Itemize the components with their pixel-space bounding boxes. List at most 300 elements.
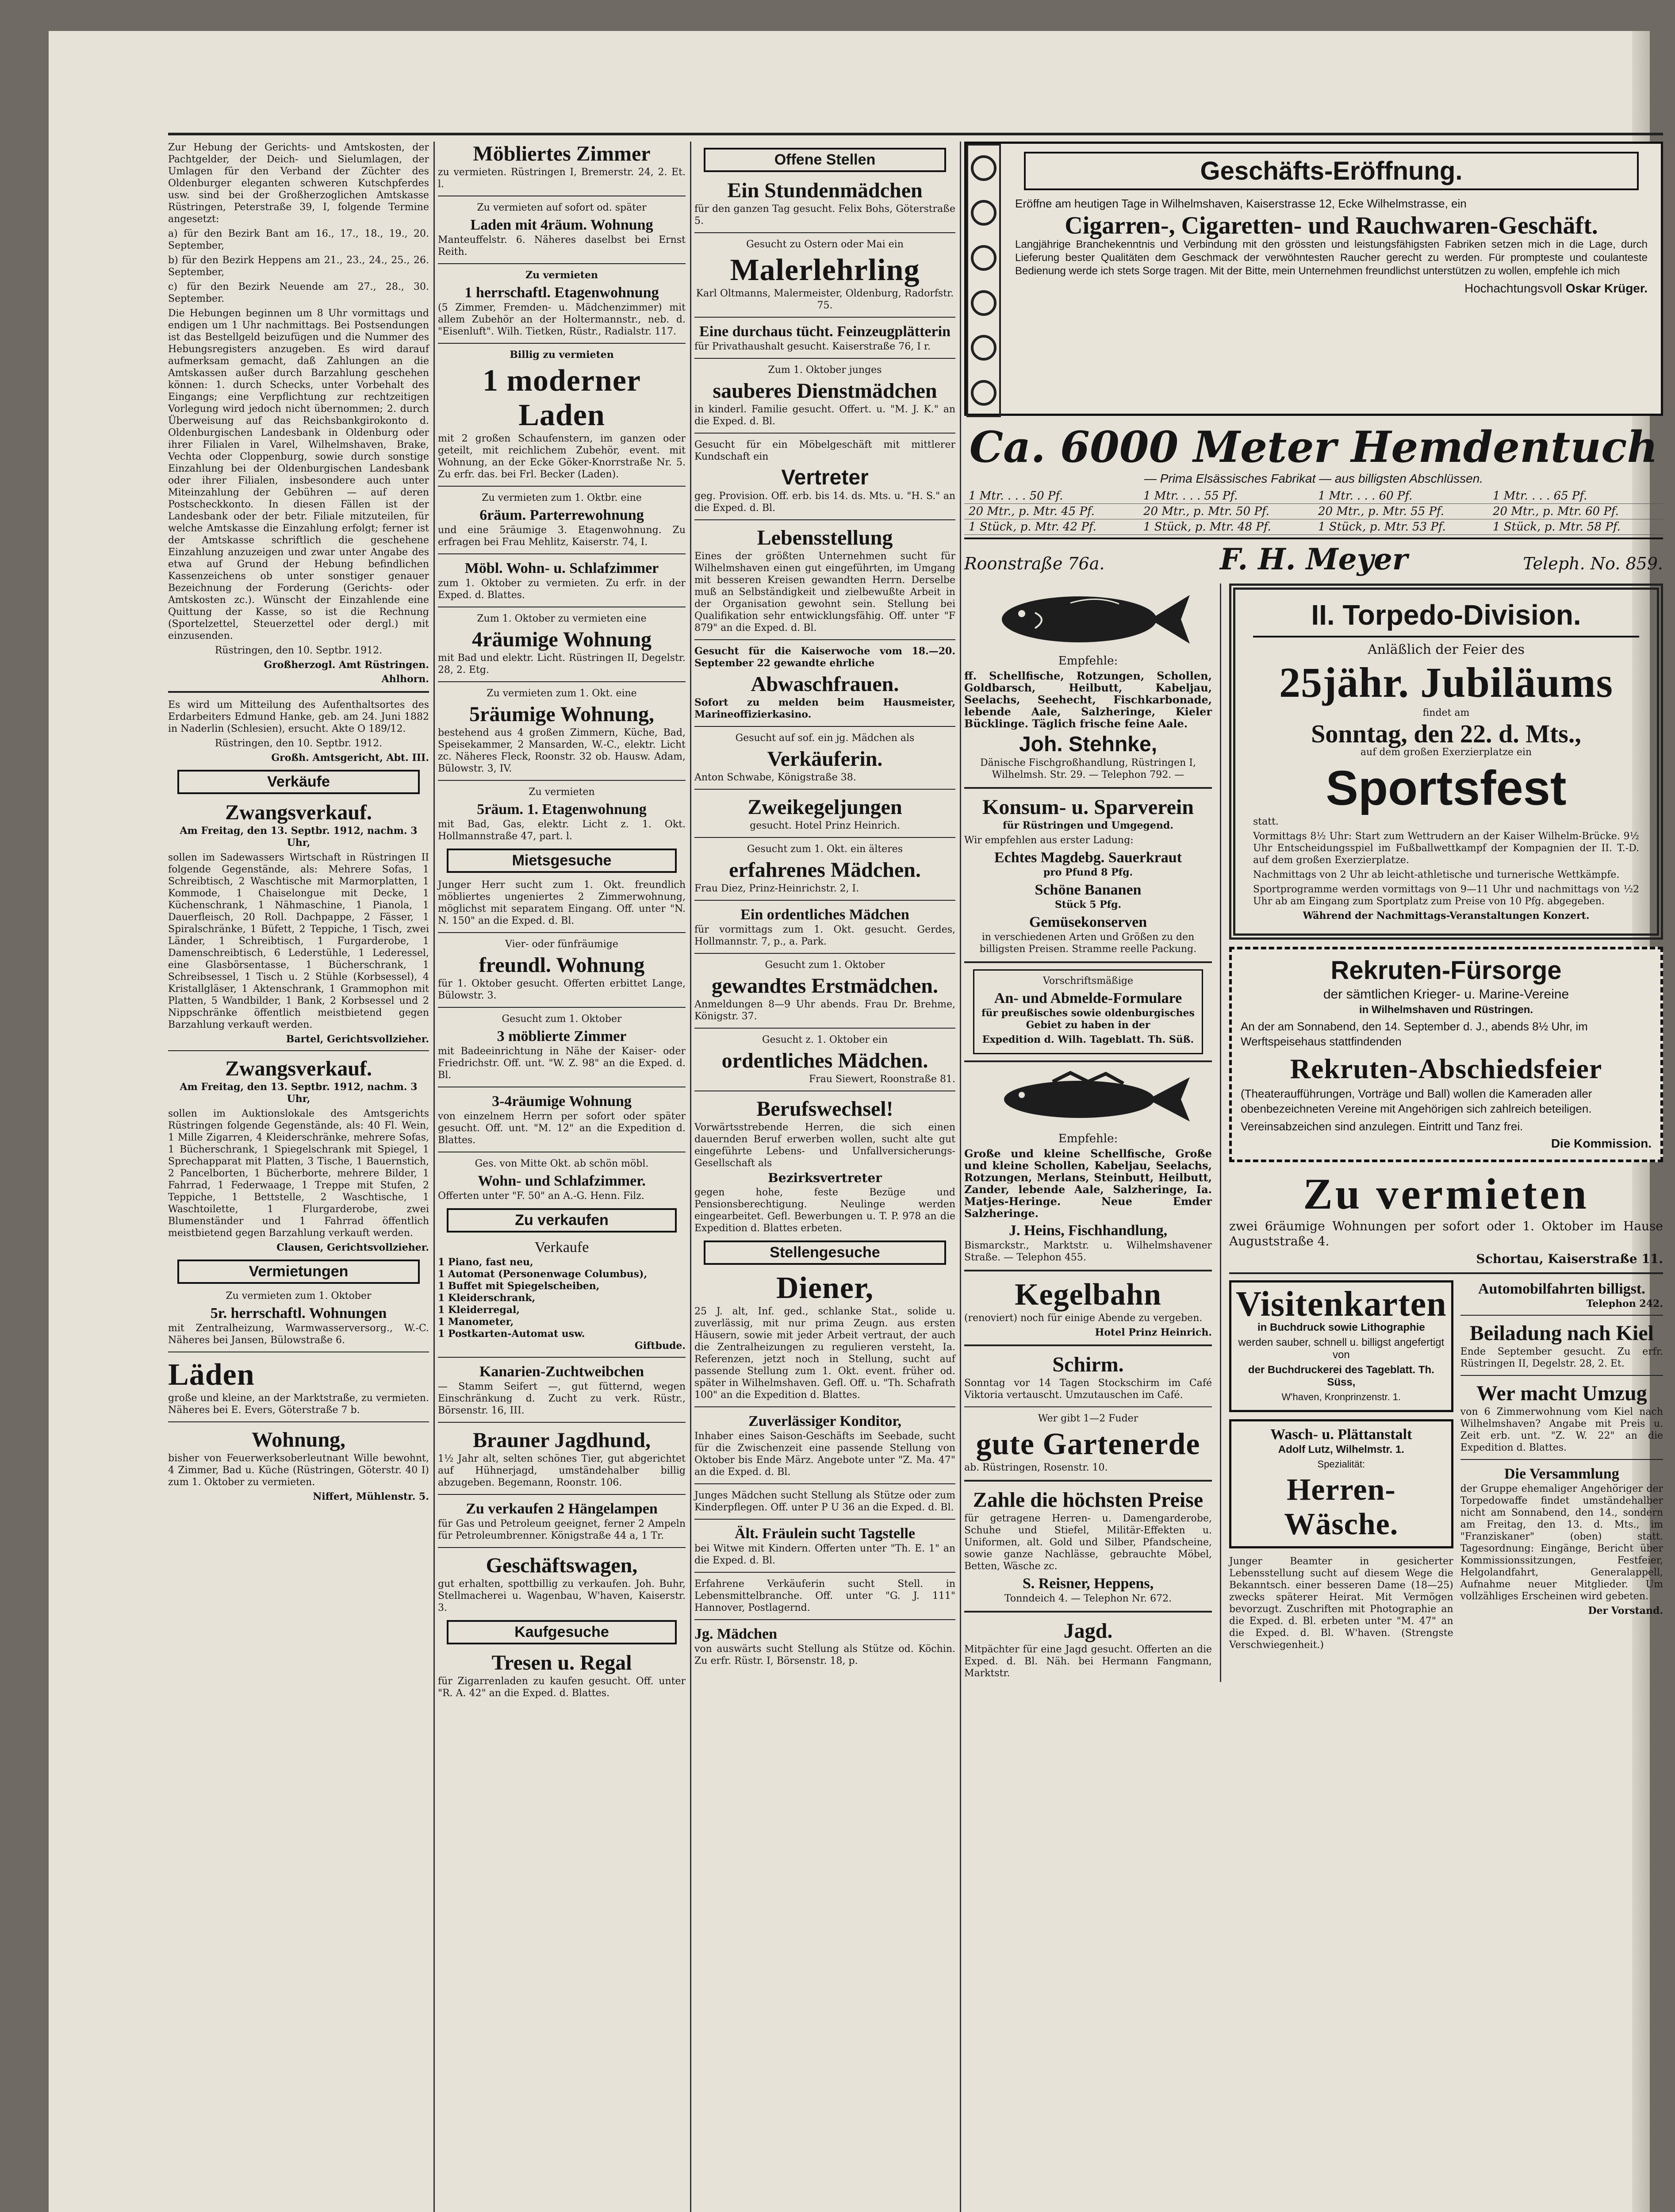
divider — [438, 1422, 686, 1423]
divider — [438, 1007, 686, 1008]
divider — [438, 1494, 686, 1495]
recruits-body-3: Vereinsabzeichen sind anzulegen. Eintritt und Tanz frei. — [1241, 1120, 1523, 1133]
divider — [168, 691, 429, 693]
divider — [964, 1611, 1212, 1613]
job-1-body: für den ganzen Tag gesucht. Felix Bohs, Göterstraße 5. — [694, 204, 955, 227]
forsale-item: 1 Piano, fast neu, — [438, 1256, 533, 1268]
torpedo-statt: statt. — [1253, 816, 1279, 827]
divider — [1229, 1272, 1663, 1274]
wanted-3-title: 3 möblierte Zimmer — [497, 1028, 627, 1045]
divider — [694, 789, 955, 790]
job-14-title: Berufswechsel! — [756, 1097, 893, 1121]
ad-modern-shop-title: 1 moderner Laden — [483, 364, 641, 432]
ads-lower-area — [964, 584, 1663, 1682]
seek-2-title: Zuverlässiger Konditor, — [748, 1413, 901, 1429]
rent1-body: mit Zentralheizung, Warmwasserversorg., W.-C. Näheres bei Jansen, Bülowstraße 6. — [168, 1323, 429, 1346]
konsum-item-bananas: Schöne Bananen — [1035, 882, 1142, 898]
seek-4-title: Ält. Fräulein sucht Tagstelle — [734, 1525, 916, 1542]
divider — [964, 961, 1212, 963]
recruits-title: Rekruten-Fürsorge — [1330, 956, 1562, 985]
konsum-item-canned-body: in verschiedenen Arten und Größen zu den billigsten Preisen. Stramme reelle Packung. — [979, 932, 1197, 955]
job-13-body: Frau Siewert, Roonstraße 81. — [809, 1074, 955, 1085]
seek-6-title: Jg. Mädchen — [694, 1626, 777, 1642]
price-cell: 20 Mtr., p. Mtr. 55 Pf. — [1314, 504, 1488, 519]
ads-bottom-left — [1229, 1280, 1453, 1654]
job-2-lead: Gesucht zu Ostern oder Mai ein — [746, 239, 904, 250]
konsum-item-sauerkraut: Echtes Magdebg. Sauerkraut — [994, 849, 1182, 866]
price-cell: 1 Stück, p. Mtr. 53 Pf. — [1314, 519, 1488, 535]
ad-5room-lead: Zu vermieten zum 1. Okt. eine — [487, 688, 637, 699]
job-12-body: Anmeldungen 8—9 Uhr abends. Frau Dr. Brehme, Königstr. 37. — [694, 999, 955, 1022]
job-7-lead: Gesucht für die Kaiserwoche vom 18.—20. September 22 gewandte ehrliche — [694, 645, 955, 669]
ad-laundry — [1229, 1419, 1453, 1548]
wanted-3-body: mit Badeeinrichtung in Nähe der Kaiser- oder Friedrichstr. Off. unt. "W. Z. 98" an die Exped. d. Bl. — [438, 1046, 686, 1081]
divider — [694, 1572, 955, 1573]
job-4-body: in kinderl. Familie gesucht. Offert. u. "M. J. K." an die Exped. d. Bl. — [694, 404, 955, 427]
erde-title: gute Gartenerde — [976, 1427, 1200, 1461]
torpedo-date: Sonntag, den 22. d. Mts., — [1311, 719, 1581, 748]
divider — [168, 1050, 429, 1051]
auction1-body: sollen im Sadewassers Wirtschaft in Rüstringen II folgende Gegenstände, als: Mehrere Sofas, 1 Schreibtisch, 2 Waschtische mit Marmorplatten, 1 Kommode, 1 Chaiselongue mit Decke, 1 Küchenschrank, 1 Nähmaschine, 1 Pianola, 1 Dauerfleisch, 20 Roll. Dachpappe, 2 Fässer, 1 Spiralschränke, 1 Büfett, 2 Teppiche, 1 Tisch, zwei Länder, 1 Schreibtisch, 1 Furgarderobe, 1 Damenschreibtisch, 6 Lederstühle, 1 Lederessel, eine Glasbörsentasse, 1 Bücherschrank, 1 Schreibsessel, 1 Tisch u. 2 Stühle (Korbsessel), 4 Kristallgläser, 1 Aktenschrank, 1 Grammophon mit Platten, 5 Wandbilder, 1 Bank, 2 Korbsessel und 2 Nippschränke öffentlich meistbietend gegen Barzahlung verkauft werden. — [168, 852, 429, 1030]
ad-etage-title: 5räum. 1. Etagenwohnung — [477, 801, 647, 818]
divider — [694, 1483, 955, 1484]
rent-title: Zu vermieten — [1303, 1169, 1589, 1218]
auction2-signature: Clausen, Gerichtsvollzieher. — [276, 1242, 429, 1253]
newspaper-page — [49, 31, 1663, 2212]
job-9-body: gesucht. Hotel Prinz Heinrich. — [750, 820, 900, 831]
reisner-signature: S. Reisner, Heppens, — [1022, 1575, 1154, 1592]
ad-etage-lead: Zu vermieten — [529, 787, 595, 798]
seek-6-body: von auswärts sucht Stellung als Stütze od. Köchin. Zu erfr. Rüstr. I, Börsenstr. 18, p. — [694, 1644, 955, 1667]
ad-furnished-room-title: Möbliertes Zimmer — [473, 142, 651, 165]
konsum-item-sauerkraut-price: pro Pfund 8 Pfg. — [1043, 867, 1133, 878]
konsum-body: Wir empfehlen aus erster Ladung: — [964, 835, 1134, 846]
shirt-address: Roonstraße 76a. — [964, 554, 1105, 573]
divider — [438, 932, 686, 933]
job-8-lead: Gesucht auf sof. ein jg. Mädchen als — [735, 733, 915, 744]
fish2-merchant: J. Heins, Fischhandlung, — [1008, 1222, 1168, 1239]
forsale-2-body: — Stamm Seifert —, gut fütternd, wegen Einschränkung d. Zucht zu verk. Rüstr., Börsenstr. 16, III. — [438, 1381, 686, 1416]
divider — [438, 1357, 686, 1358]
schirm-body: Sonntag vor 14 Tagen Stockschirm im Café Viktoria vertauscht. Umzutauschen im Café. — [964, 1378, 1212, 1401]
meeting-signature: Der Vorstand. — [1588, 1605, 1663, 1617]
job-6-body: Eines der größten Unternehmen sucht für Wilhelmshaven einen gut eingeführten, im Umgang mit besseren Kreisen gewandten Herrn. Derselbe muß an Selbständigkeit und zielbewußte Arbeit in der Organisation gewohnt sein. Stellung bei Qualifikation sehr entwicklungsfähig. Off. unter "F 879" an die Exped. d. Bl. — [694, 551, 955, 634]
rent2-title: Läden — [168, 1358, 255, 1392]
ads-subcolumn-right — [1220, 584, 1663, 1682]
erde-lead: Wer gibt 1—2 Fuder — [1038, 1413, 1138, 1424]
ad-shirting — [964, 423, 1663, 576]
job-13-title: ordentliches Mädchen. — [721, 1049, 928, 1072]
auction1-title: Zwangsverkauf. — [225, 801, 372, 824]
divider — [168, 1421, 429, 1422]
divider — [438, 1547, 686, 1548]
fish2-lead: Empfehle: — [1058, 1132, 1118, 1145]
ad-flat-body: (5 Zimmer, Fremden- u. Mädchenzimmer) mit allem Zubehör an der Holtermannstr., neb. d. "Eisenluft". Wilh. Tietken, Rüstr., Radialstr. 117. — [438, 302, 686, 337]
visit-subtitle: in Buchdruck sowie Lithographie — [1257, 1321, 1425, 1333]
job-14-sub: Bezirksvertreter — [768, 1171, 882, 1185]
seek-5-body: Erfahrene Verkäuferin sucht Stell. in Lebensmittelbranche. Off. unter "G. J. 111" Hannover, Postlagernd. — [694, 1578, 955, 1613]
job-12-title: gewandtes Erstmädchen. — [712, 974, 938, 998]
ad-5room-title: 5räumige Wohnung, — [469, 703, 654, 726]
torpedo-event: Sportsfest — [1326, 761, 1567, 815]
forsale-3-title: Brauner Jagdhund, — [473, 1429, 651, 1452]
recruits-subtitle: der sämtlichen Krieger- u. Marine-Vereine — [1323, 987, 1569, 1002]
job-7-body: Sofort zu melden beim Hausmeister, Marineoffizierkasino. — [694, 697, 955, 720]
job-7-title: Abwaschfrauen. — [751, 672, 899, 696]
auto-phone: Telephon 242. — [1586, 1298, 1663, 1310]
job-10-lead: Gesucht zum 1. Okt. ein älteres — [747, 844, 903, 855]
job-11-title: Ein ordentliches Mädchen — [740, 906, 909, 923]
rent3-signature: Niffert, Mühlenstr. 5. — [313, 1491, 429, 1502]
wanted-4-body: von einzelnem Herrn per sofort oder später gesucht. Off. unt. "M. 12" an die Expedition d. Blattes. — [438, 1111, 686, 1146]
section-header-seek: Stellengesuche — [704, 1240, 946, 1265]
divider — [694, 317, 955, 318]
divider — [1460, 1459, 1663, 1460]
wanted-5-title: Wohn- und Schlafzimmer. — [478, 1173, 646, 1189]
ad-etage-body: mit Bad, Gas, elektr. Licht z. 1. Okt. Hollmannstraße 47, part. l. — [438, 819, 686, 842]
buy-1-body: für Zigarrenladen zu kaufen gesucht. Off. unter "R. A. 42" an die Exped. d. Blattes. — [438, 1676, 686, 1699]
wanted-4-title: 3-4räumige Wohnung — [492, 1093, 632, 1110]
job-1-title: Ein Stundenmädchen — [727, 179, 923, 202]
divider — [438, 780, 686, 781]
fish2-body: Große und kleine Schellfische, Große und kleine Schollen, Kabeljau, Seelachs, Rotzungen, Merlans, Steinbutt, Heilbutt, Zander, lebende Aale, Salzheringe, Ia. Matjes-Heringe. Neue Emder Salzheringe. — [964, 1147, 1212, 1220]
ad-bedroom-title: Möbl. Wohn- u. Schlafzimmer — [464, 560, 659, 576]
court-notice: Es wird um Mitteilung des Aufenthaltsortes des Erdarbeiters Edmund Hanke, geb. am 24. Juni 1882 in Naderlin (Schlesien), ersucht. Akte O 189/12. — [168, 699, 429, 734]
forsale-2-title: Kanarien-Zuchtweibchen — [479, 1363, 644, 1380]
divider — [964, 1406, 1212, 1407]
job-12-lead: Gesucht zum 1. Oktober — [765, 960, 885, 971]
divider — [438, 553, 686, 554]
job-5-lead: Gesucht für ein Möbelgeschäft mit mittlerer Kundschaft ein — [694, 439, 955, 462]
meeting-body: der Gruppe ehemaliger Angehöriger der Torpedowaffe findet umständehalber nicht am Sonnabend, den 14., sondern am Freitag, den 13. d. Mts., im "Franziskaner" (oben) statt. Tagesordnung: Eingänge, Bericht über Kommissionssitzungen, Festfeier, Helgolandfahrt, Generalappell, Aufnahme neuer Mitglieder. Um vollzähliges Erscheinen wird gebeten. — [1460, 1483, 1663, 1602]
job-14-body2: gegen hohe, feste Bezüge und Pensionsberechtigung. Neulinge werden eingearbeitet. Gefl. Bewerbungen u. T. P. 978 an die Expedition d. Blattes erbeten. — [694, 1187, 955, 1234]
price-cell: 1 Mtr. . . . 50 Pf. — [964, 488, 1139, 504]
column-3 — [694, 142, 955, 2212]
ad-modern-shop-body: mit 2 großen Schaufenstern, im ganzen oder geteilt, mit reichlichem Zubehör, event. mit Wohnung, an der Ecke Göker-Knorrstraße Nr. 5. Zu erfr. das. bei Frl. Becker (Laden). — [438, 433, 686, 480]
forsale-4-body: für Gas und Petroleum geeignet, ferner 2 Ampeln für Petroleumbrenner. Königstraße 44 a, 1 Tr. — [438, 1518, 686, 1541]
price-cell: 1 Mtr. . . . 65 Pf. — [1488, 488, 1663, 504]
beamter-body: Junger Beamter in gesicherter Lebensstellung sucht auf diesem Wege die Bekanntsch. einer besseren Dame (18—25) zwecks späterer Heirat. Mit Vermögen bevorzugt. Zuschriften mit Photographie an die Exped. d. Bl. erbeten unter "M. 47" an die Exped. d. Bl. W'haven. (Strengste Verschwiegenheit.) — [1229, 1556, 1453, 1651]
price-cell: 1 Mtr. . . . 55 Pf. — [1139, 488, 1314, 504]
rent1-lead: Zu vermieten zum 1. Oktober — [226, 1290, 372, 1302]
konsum-item-canned: Gemüsekonserven — [1029, 914, 1147, 930]
opening-sign-lead: Hochachtungsvoll — [1464, 281, 1563, 295]
recruits-subtitle-2: in Wilhelmshaven und Rüstringen. — [1359, 1004, 1533, 1016]
jagd-title: Jagd. — [1063, 1619, 1113, 1643]
divider — [964, 1344, 1212, 1346]
forms-signature: Expedition d. Wilh. Tageblatt. Th. Süß. — [982, 1034, 1194, 1045]
ads-bottom-grid — [1229, 1280, 1663, 1654]
forsale-item: 1 Buffet mit Spiegelscheiben, — [438, 1280, 600, 1292]
opening-shop: Cigarren-, Cigaretten- und Rauchwaren-Geschäft. — [1065, 212, 1598, 239]
job-2-body: Karl Oltmanns, Malermeister, Oldenburg, Radorfstr. 75. — [696, 288, 954, 311]
shirt-footer — [964, 538, 1663, 576]
ad-furnished-room-body: zu vermieten. Rüstringen I, Bremerstr. 24, 2. Et. l. — [438, 167, 686, 190]
price-cell: 20 Mtr., p. Mtr. 45 Pf. — [964, 504, 1139, 519]
fish1-address: Dänische Fischgroßhandlung, Rüstringen I, Wilhelmsh. Str. 29. — Telephon 792. — — [980, 757, 1196, 780]
tax-signature: Großherzogl. Amt Rüstringen. — [264, 659, 429, 671]
wanted-2-lead: Vier- oder fünfräumige — [505, 939, 618, 950]
torpedo-body-1: Vormittags 8½ Uhr: Start zum Wettrudern an der Kaiser Wilhelm-Brücke. 9½ Uhr Entscheidungsspiel im Fußballwettkampf der Kompagnien der II. T.-D. auf dem großen Exerzierplatze. — [1253, 831, 1639, 866]
rent-signature: Schortau, Kaiserstraße 11. — [1476, 1252, 1663, 1266]
forsale-4-title: Zu verkaufen 2 Hängelampen — [466, 1501, 658, 1517]
torpedo-place: auf dem großen Exerzierplatze ein — [1360, 747, 1532, 758]
visit-body: werden sauber, schnell u. billigst angefertigt von — [1238, 1336, 1445, 1361]
divider — [694, 953, 955, 954]
wanted-2-title: freundl. Wohnung — [479, 953, 645, 977]
divider — [694, 1406, 955, 1407]
job-11-body: für vormittags zum 1. Okt. gesucht. Gerdes, Hollmannstr. 7, p., a. Park. — [694, 924, 955, 947]
job-10-body: Frau Diez, Prinz-Heinrichstr. 2, I. — [694, 883, 859, 894]
rent-body: zwei 6räumige Wohnungen per sofort oder 1. Oktober im Hause Auguststraße 4. — [1229, 1219, 1663, 1248]
section-header-sales: Verkäufe — [177, 770, 419, 794]
column-1 — [168, 142, 429, 2212]
seek-1-body: 25 J. alt, Inf. ged., schlanke Stat., solide u. zuverlässig, mit nur prima Zeugn. aus ersten Häusern, sowie mit jeder Arbeit vertraut, der auch die Zentralheizungen zu regulieren versteht, Ia. Referenzen, jetzt noch in Stellung, sucht auf passende Stellung zum 1. Okt. event. früher od. später in Wilhelmshaven. Gefl. Off. u. "Th. Schafrath 100" an die Expedition d. Blattes. — [694, 1306, 955, 1401]
ad-shop-body: Manteuffelstr. 6. Näheres daselbst bei Ernst Reith. — [438, 234, 686, 257]
laundry-spec: Spezialität: — [1317, 1459, 1365, 1470]
tax-term-a: a) für den Bezirk Bant am 16., 17., 18., 19., 20. September, — [168, 228, 429, 251]
tax-place-date: Rüstringen, den 10. Septbr. 1912. — [215, 645, 383, 656]
divider — [694, 726, 955, 727]
umzug-title: Wer macht Umzug — [1476, 1382, 1647, 1405]
wanted-2-body: für 1. Oktober gesucht. Offerten erbittet Lange, Bülowstr. 3. — [438, 978, 686, 1001]
opening-signature: Oskar Krüger. — [1565, 281, 1648, 295]
job-3-body: für Privathaushalt gesucht. Kaiserstraße 76, I r. — [694, 341, 931, 352]
schirm-title: Schirm. — [1052, 1353, 1124, 1376]
rent1-title: 5r. herrschaftl. Wohnungen — [210, 1305, 387, 1321]
divider — [438, 486, 686, 487]
laundry-name: Adolf Lutz, Wilhelmstr. 1. — [1278, 1444, 1404, 1455]
ad-4room-body: mit Bad und elektr. Licht. Rüstringen II, Degelstr. 28, 2. Etg. — [438, 653, 686, 676]
visit-signature: der Buchdruckerei des Tageblatt. Th. Süss, — [1248, 1364, 1434, 1388]
ad-flat-lead: Zu vermieten — [525, 269, 598, 281]
wanted-1-body: Junger Herr sucht zum 1. Okt. freundlich möbliertes ungeniertes 2 Zimmerwohnung, möglichst mit separatem Eingang. Off. unter "N. N. 150" an die Exped. d. Bl. — [438, 879, 686, 926]
job-10-title: erfahrenes Mädchen. — [729, 858, 921, 882]
recruits-body-1: An der am Sonnabend, den 14. September d. J., abends 8½ Uhr, im Werftspeisehaus stattfindenden — [1241, 1020, 1588, 1048]
divider — [438, 263, 686, 264]
torpedo-on: findet am — [1422, 707, 1470, 718]
recruits-body-2: (Theateraufführungen, Vorträge und Ball) wollen die Kameraden aller obenbezeichneten Vereine mit Angehörigen sich zahlreich beteiligen. — [1241, 1087, 1592, 1115]
divider — [1460, 1315, 1663, 1316]
forsale-1-signature: Giftbude. — [634, 1340, 686, 1352]
seek-4-body: bei Witwe mit Kindern. Offerten unter "Th. E. 1" an die Exped. d. Bl. — [694, 1543, 955, 1566]
job-13-lead: Gesucht z. 1. Oktober ein — [762, 1034, 888, 1045]
rent2-body: große und kleine, an der Marktstraße, zu vermieten. Näheres bei E. Evers, Göterstraße 7 b. — [168, 1393, 429, 1416]
laundry-title: Wasch- u. Plättanstalt — [1270, 1426, 1412, 1443]
section-header-jobs: Offene Stellen — [704, 148, 946, 172]
ad-4room-lead: Zum 1. Oktober zu vermieten eine — [477, 613, 647, 624]
kegel-body: (renoviert) noch für einige Abende zu vergeben. — [964, 1313, 1203, 1324]
ad-5room-body: bestehend aus 4 großen Zimmern, Küche, Bad, Speisekammer, 2 Mansarden, W.-C., elektr. Licht zc. Näheres Fleck, Roonstr. 32 ob. Hausw. Adam, Bülowstr. 3, IV. — [438, 727, 686, 774]
seek-1-title: Diener, — [776, 1271, 874, 1305]
ad-recruits — [1229, 947, 1663, 1162]
reisner-body: für getragene Herren- u. Damengarderobe, Schuhe und Stiefel, Militär-Effekten u. Uniformen, alt. Gold und Silber, Pfandscheine, sowie ganze Nachlässe, gebrauchte Möbel, Betten, Wäsche zc. — [964, 1513, 1212, 1572]
opening-signature-line — [1015, 281, 1648, 296]
ad-4room-title: 4räumige Wohnung — [472, 628, 652, 651]
forsale-5-title: Geschäftswagen, — [486, 1554, 638, 1577]
ad-visiting-cards — [1229, 1280, 1453, 1412]
job-8-title: Verkäuferin. — [767, 747, 883, 771]
ad-shop-title: Laden mit 4räum. Wohnung — [470, 217, 653, 233]
ad-parterre-lead: Zu vermieten zum 1. Oktbr. eine — [482, 492, 642, 503]
divider — [438, 343, 686, 344]
section-header-forsale: Zu verkaufen — [447, 1208, 677, 1233]
konsum-subtitle: für Rüstringen und Umgegend. — [1003, 820, 1173, 831]
forms-title: An- und Abmelde-Formulare — [994, 990, 1182, 1006]
table-row — [964, 519, 1663, 535]
job-3-title: Eine durchaus tücht. Feinzeugplätterin — [699, 323, 951, 340]
fish1-merchant: Joh. Stehnke, — [1019, 733, 1158, 756]
fish1-body: ff. Schellfische, Rotzungen, Schollen, Goldbarsch, Heilbutt, Kabeljau, Seelachs, Seehecht, Fischkarbonade, lebende Aale, Salzheringe, Kieler Bücklinge. Täglich frische feine Aale. — [964, 669, 1212, 730]
laundry-big: Herren-Wäsche. — [1284, 1473, 1399, 1541]
auction2-title: Zwangsverkauf. — [225, 1057, 372, 1080]
forms-body: für preußisches sowie oldenburgisches Gebiet zu haben in der — [981, 1007, 1195, 1031]
table-row — [964, 504, 1663, 519]
wanted-5-body: Offerten unter "F. 50" an A.-G. Henn. Filz. — [438, 1190, 644, 1202]
ad-flat-title: 1 herrschaftl. Etagenwohnung — [464, 284, 659, 301]
price-cell: 20 Mtr., p. Mtr. 50 Pf. — [1139, 504, 1314, 519]
auction1-signature: Bartel, Gerichtsvollzieher. — [286, 1033, 429, 1045]
divider — [1460, 1375, 1663, 1376]
divider — [694, 639, 955, 640]
auction2-body: sollen im Auktionslokale des Amtsgerichts Rüstringen folgende Gegenstände, als: 40 Fl. Wein, 1 Mille Zigarren, 4 Kleiderschränke, mehrere Sofas, 1 Bücherschrank, 1 Spiegelschrank mit Spiegel, 1 Sprechapparat mit Platten, 3 Tische, 1 Bauernstich, 2 Pancelborten, 1 Bücherborte, mehrere Bilder, 1 Fahrrad, 1 Federwaage, 1 Treppe mit Stufen, 2 Teppiche, 1 Bettstelle, 2 Waschtische, 1 Waschtoilette, 1 Flurgarderobe, zwei Blumenständer und 1 Fahrrad öffentlich meistbietend gegen Barzahlung verkauft werden. — [168, 1108, 429, 1239]
shirt-title: Ca. 6000 Meter Hemdentuch — [969, 422, 1658, 472]
meeting-title: Die Versammlung — [1504, 1466, 1619, 1482]
section-header-wanted: Mietsgesuche — [447, 849, 677, 873]
forsale-1-lead: Verkaufe — [534, 1239, 589, 1256]
ornament-strip — [966, 144, 1001, 417]
price-cell: 1 Stück, p. Mtr. 42 Pf. — [964, 519, 1139, 535]
job-4-title: sauberes Dienstmädchen — [713, 379, 937, 403]
top-rule — [168, 133, 1663, 135]
recruits-event: Rekruten-Abschiedsfeier — [1290, 1053, 1602, 1084]
job-5-title: Vertreter — [781, 466, 869, 489]
torpedo-body-4: Während der Nachmittags-Veranstaltungen Konzert. — [1303, 910, 1590, 922]
forsale-item: 1 Kleiderschrank, — [438, 1292, 536, 1304]
ads-subcolumn-left — [964, 584, 1212, 1682]
court-place-date: Rüstringen, den 10. Septbr. 1912. — [215, 738, 383, 749]
ad-torpedo-division — [1229, 584, 1663, 940]
ads-bottom-right — [1460, 1280, 1663, 1654]
divider — [694, 1028, 955, 1029]
kegel-title: Kegelbahn — [1015, 1278, 1161, 1312]
forsale-item: 1 Postkarten-Automat usw. — [438, 1328, 585, 1340]
tax-term-b: b) für den Bezirk Heppens am 21., 23., 24., 25., 26. September, — [168, 255, 429, 278]
beiladung-body: Ende September gesucht. Zu erfr. Rüstringen II, Degelstr. 28, 2. Et. — [1460, 1346, 1663, 1369]
ad-shop-lead: Zu vermieten auf sofort od. später — [477, 202, 647, 213]
job-9-title: Zweikegeljungen — [747, 795, 902, 819]
divider — [694, 900, 955, 901]
divider — [694, 1519, 955, 1520]
reisner-address: Tonndeich 4. — Telephon Nr. 672. — [1004, 1593, 1172, 1604]
auction1-date: Am Freitag, den 13. Septbr. 1912, nachm. 3 Uhr, — [180, 825, 418, 849]
shirt-price-table — [964, 488, 1663, 535]
auction2-date: Am Freitag, den 13. Septbr. 1912, nachm. 3 Uhr, — [180, 1081, 418, 1105]
divider — [964, 787, 1212, 789]
rent3-title: Wohnung, — [251, 1428, 346, 1452]
divider — [694, 519, 955, 520]
visit-title: Visitenkarten — [1236, 1285, 1447, 1324]
shirt-subtitle: — Prima Elsässisches Fabrikat — aus billigsten Abschlüssen. — [1144, 472, 1483, 485]
fish1-lead: Empfehle: — [1058, 654, 1118, 668]
forsale-item: 1 Kleiderregal, — [438, 1304, 520, 1316]
tax-notice-intro: Zur Hebung der Gerichts- und Amtskosten, der Pachtgelder, der Deich- und Sielumlagen, der Umlagen für den Verband der Züchter des Oldenburger eleganten schweren Kutschpferdes usw. sind bei der Großherzoglichen Amtskasse Rüstringen, Peterstraße 39, I, folgende Termine angesetzt: — [168, 142, 429, 225]
price-cell: 1 Mtr. . . . 60 Pf. — [1314, 488, 1488, 504]
forsale-5-body: gut erhalten, spottbillig zu verkaufen. Joh. Buhr, Stellmacherei u. Wagenbau, W'haven, Kaiserstr. 3. — [438, 1578, 686, 1613]
job-8-body: Anton Schwabe, Königstraße 38. — [694, 772, 856, 783]
job-14-body: Vorwärtsstrebende Herren, die sich einen dauernden Beruf erwerben wollen, sucht alte gut eingeführte Lebens- und Unfallversicherungs-Gesellschaft als — [694, 1122, 955, 1169]
divider — [438, 681, 686, 682]
umzug-body: von 6 Zimmerwohnung vom Kiel nach Wilhelmshaven? Angabe mit Preis u. Zeit erb. unt. "Z. W. 22" an die Expedition d. Blattes. — [1460, 1406, 1663, 1453]
divider — [694, 837, 955, 838]
ad-bedroom-body: zum 1. Oktober zu vermieten. Zu erfr. in der Exped. d. Blattes. — [438, 578, 686, 601]
job-4-lead: Zum 1. Oktober junges — [768, 365, 882, 376]
forsale-3-body: 1½ Jahr alt, selten schönes Tier, gut abgerichtet auf Hühnerjagd, umständehalber billig abzugeben. Begemann, Roonstr. 106. — [438, 1453, 686, 1488]
torpedo-title: II. Torpedo-Division. — [1253, 599, 1639, 637]
ad-shop-opening — [964, 142, 1663, 416]
shirt-merchant: F. H. Meyer — [1220, 542, 1408, 576]
price-cell: 1 Stück, p. Mtr. 48 Pf. — [1139, 519, 1314, 535]
divider — [964, 1060, 1212, 1062]
job-5-body: geg. Provision. Off. erb. bis 14. ds. Mts. u. "H. S." an die Exped. d. Bl. — [694, 491, 955, 514]
rent3-body: bisher von Feuerwerksoberleutnant Wille bewohnt, 4 Zimmer, Bad u. Küche (Rüstringen, Göterstr. 40 I) zum 1. Oktober zu vermieten. — [168, 1453, 429, 1488]
buy-1-title: Tresen u. Regal — [491, 1651, 632, 1674]
beiladung-title: Beiladung nach Kiel — [1469, 1321, 1654, 1345]
tax-notice-body: Die Hebungen beginnen um 8 Uhr vormittags und endigen um 1 Uhr nachmittags. Bei Postsendungen ist das Bestellgeld beizufügen und die Nummer des Hebungsregisters anzugeben. Es wird darauf aufmerksam gemacht, daß Zahlungen an die Amtskassen außer durch Barzahlung geschehen können: 1. durch Schecks, unter Vorbehalt des Eingangs; eine Verpflichtung zur rechtzeitigen Vorlegung wird jedoch nicht übernommen; 2. durch Überweisung auf das Reichsbankgirokonto d. Oldenburgischen Landesbank in Oldenburg oder ihrer Filialen in Varel, Wilhelmshaven, Brake, Vechta oder Cloppenburg, sowie durch sonstige Einzahlung bei der Oldenburgischen Landesbank oder ihrer Filialen, insbesondere auch unter Miteinzahlung der Gebühren — auf deren Postscheckkonto. In diesen Fällen ist der Landesbank oder der betr. Filiale mitzuteilen, für welche Amtskasse die Einzahlung erfolgt; ferner ist der Amtskasse schriftlich die geschehene Einzahlung anzuzeigen und zwar unter Angabe des etwa auf Grund der Hebung befindlichen Kassenzeichens ob unter sonstiger genauer Bezeichnung der Forderung (Gerichts- oder Amtskosten zc.). Wünscht der Einzahlende eine Quittung der Kasse, so ist die Rechnung (Sportelzettel, Steuerzettel oder dergl.) mit einzusenden. — [168, 308, 429, 641]
ad-parterre-title: 6räum. Parterrewohnung — [479, 507, 644, 523]
seek-3-body: Junges Mädchen sucht Stellung als Stütze oder zum Kinderpflegen. Off. unter P U 36 an die Exped. d. Bl. — [694, 1490, 955, 1513]
torpedo-jubilee: 25jähr. Jubiläums — [1279, 659, 1613, 706]
column-separator — [433, 142, 435, 2212]
page-content — [168, 133, 1672, 2212]
opening-title: Geschäfts-Eröffnung. — [1024, 152, 1639, 190]
divider — [694, 358, 955, 359]
torpedo-body-3: Sportprogramme werden vormittags von 9—11 Uhr und nachmittags von ½2 Uhr ab am Eingang zum Sportplatz zum Preise von 10 Pfg. abgegeben. — [1253, 884, 1639, 907]
column-4 — [964, 142, 1663, 2212]
divider — [694, 433, 955, 434]
ad-forms — [973, 969, 1203, 1054]
ad-parterre-body: und eine 5räumige 3. Etagenwohnung. Zu erfragen bei Frau Mehlitz, Kaiserstr. 74, I. — [438, 525, 686, 548]
forms-lead: Vorschriftsmäßige — [1043, 975, 1134, 987]
divider — [694, 1619, 955, 1620]
divider — [964, 1270, 1212, 1271]
tax-term-c: c) für den Bezirk Neuende am 27., 28., 30. September. — [168, 281, 429, 304]
forsale-item: 1 Manometer, — [438, 1316, 514, 1328]
auto-title: Automobilfahrten billigst. — [1478, 1281, 1645, 1297]
jagd-body: Mitpächter für eine Jagd gesucht. Offerten an die Exped. d. Bl. Näh. bei Hermann Fangmann, Marktstr. — [964, 1644, 1212, 1679]
konsum-item-bananas-price: Stück 5 Pfg. — [1054, 899, 1122, 910]
fish2-address: Bismarckstr., Marktstr. u. Wilhelmshavener Straße. — Telephon 455. — [964, 1240, 1212, 1263]
ad-modern-shop-lead: Billig zu vermieten — [510, 349, 614, 361]
erde-body: ab. Rüstringen, Rosenstr. 10. — [964, 1462, 1108, 1473]
divider — [964, 1480, 1212, 1482]
section-header-buy: Kaufgesuche — [447, 1620, 677, 1644]
court-signature: Großh. Amtsgericht, Abt. III. — [271, 752, 429, 764]
job-2-title: Malerlehrling — [730, 253, 920, 287]
visit-address: W'haven, Kronprinzenstr. 1. — [1281, 1391, 1401, 1402]
price-cell: 20 Mtr., p. Mtr. 60 Pf. — [1488, 504, 1663, 519]
table-row — [964, 488, 1663, 504]
opening-intro: Eröffne am heutigen Tage in Wilhelmshaven, Kaiserstrasse 12, Ecke Wilhelmstrasse, ein — [1015, 197, 1467, 210]
job-6-title: Lebensstellung — [757, 526, 893, 549]
wanted-5-lead: Ges. von Mitte Okt. ab schön möbl. — [475, 1158, 649, 1169]
kegel-signature: Hotel Prinz Heinrich. — [1095, 1327, 1212, 1338]
column-2 — [438, 142, 686, 2212]
torpedo-body-2: Nachmittags von 2 Uhr ab leicht-athletische und turnerische Wettkämpfe. — [1253, 869, 1620, 880]
reisner-title: Zahle die höchsten Preise — [973, 1488, 1204, 1512]
tax-signature-name: Ahlhorn. — [381, 673, 429, 685]
forsale-item: 1 Automat (Personenwage Columbus), — [438, 1268, 648, 1280]
